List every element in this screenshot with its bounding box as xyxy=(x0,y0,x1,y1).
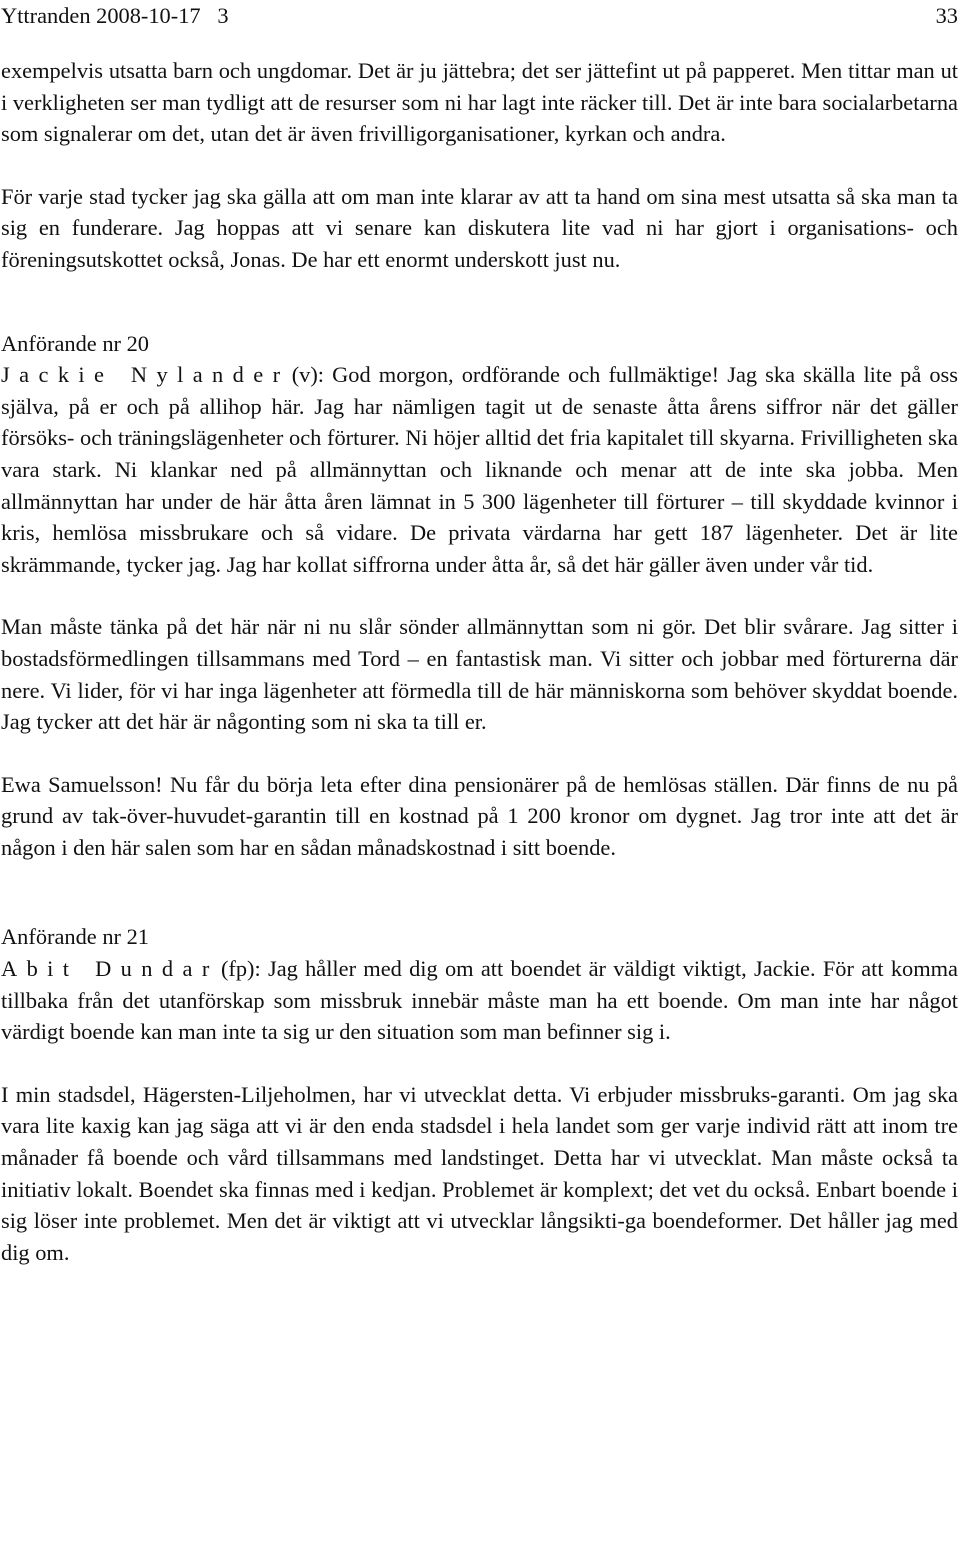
speech-20 xyxy=(1,328,958,864)
paragraph-continued: exempelvis utsatta barn och ungdomar. Det är ju jättebra; det ser jättefint ut på papperet. Men tittar man ut i verkligheten ser man tydligt att de resurser som ni har lagt inte räcker till. Det är inte bara socialarbetarna som signalerar om det, utan det är även frivilligorganisationer, kyrkan och andra. xyxy=(1,58,958,147)
speech-intro-paragraph xyxy=(1,953,958,1048)
speech-heading: Anförande nr 20 xyxy=(1,330,149,356)
speaker-name: Abit Dundar xyxy=(1,956,219,982)
speaker-name: Jackie Nylander xyxy=(1,362,290,388)
paragraph: Ewa Samuelsson! Nu får du börja leta efter dina pensionärer på de hemlösas ställen. Där finns de nu på grund av tak-över-huvudet-garantin till en kostnad på 1 200 kronor om dygnet. Jag tror inte att det är någon i den här salen som har en sådan månadskostnad i sitt boende. xyxy=(1,771,958,860)
header-left xyxy=(1,1,229,31)
running-header xyxy=(1,1,958,31)
document-page xyxy=(0,1,960,1562)
paragraph: För varje stad tycker jag ska gälla att om man inte klarar av att ta hand om sina mest utsatta så ska man ta sig en funderare. Jag hoppas att vi senare kan diskutera lite vad ni har gjort i organisations- och föreningsutskottet också, Jonas. De har ett enormt underskott just nu. xyxy=(1,183,958,272)
speech-21 xyxy=(1,921,958,1268)
speech-text: (v): God morgon, ordförande och fullmäktige! Jag ska skälla lite på oss själva, på er och på allihop här. Jag har nämligen tagit ut de senaste åtta årens siffror när det gäller försöks- och träningslägenheter och förturer. Ni höjer alltid det fria kapitalet till skyarna. Frivilligheten ska vara stark. Ni klankar ned på allmännyttan och liknande och menar att de inte ska jobba. Men allmännyttan har under de här åtta åren lämnat in 5 300 lägenheter till förturer – till skyddade kvinnor i kris, hemlösa missbrukare och så vidare. De privata värdarna har gett 187 lägenheter. Det är lite skrämmande, tycker jag. Jag har kollat siffrorna under åtta år, så det här gäller även under vår tid. xyxy=(1,362,958,577)
paragraph: I min stadsdel, Hägersten-Liljeholmen, har vi utvecklat detta. Vi erbjuder missbruks-garanti. Om jag ska vara lite kaxig kan jag säga att vi är den enda stadsdel i hela landet som ger varje individ rätt att inom tre månader få boende och vård tillsammans med landstinget. Detta har vi utvecklat. Man måste också ta initiativ lokalt. Boendet ska finnas med i kedjan. Problemet är komplext; det vet du också. Enbart boende i sig löser inte problemet. Men det är viktigt att vi utvecklar långsikti-ga boendeformer. Det håller jag med dig om. xyxy=(1,1081,958,1265)
paragraph: Man måste tänka på det här när ni nu slår sönder allmännyttan som ni gör. Det blir svårare. Jag sitter i bostadsförmedlingen tillsammans med Tord – en fantastisk man. Vi sitter och jobbar med förturerna där nere. Vi lider, för vi har inga lägenheter att förmedla till de här människorna som behöver skyddat boende. Jag tycker att det här är någonting som ni ska ta till er. xyxy=(1,614,958,735)
header-title: Yttranden 2008-10-17 xyxy=(1,3,201,28)
speech-intro-paragraph xyxy=(1,359,958,580)
speech-text: (fp): Jag håller med dig om att boendet är väldigt viktigt, Jackie. För att komma tillbaka från det utanförskap som missbruk innebär måste man ha ett boende. Om man inte har något värdigt boende kan man inte ta sig ur den situation som man befinner sig i. xyxy=(1,956,958,1045)
page-number: 33 xyxy=(935,3,958,28)
speech-heading: Anförande nr 21 xyxy=(1,924,149,950)
header-section-number: 3 xyxy=(217,3,229,28)
